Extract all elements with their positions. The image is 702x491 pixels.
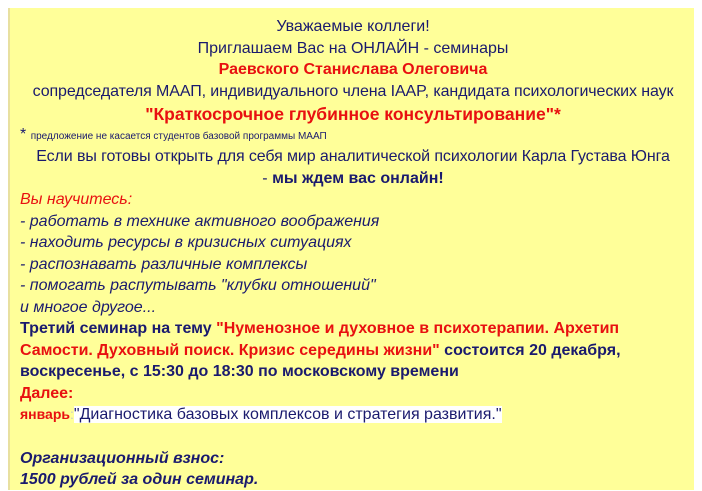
- learn-item: - помогать распутывать "клубки отношений": [20, 277, 376, 294]
- footnote: [20, 126, 686, 146]
- learn-more: и многое другое...: [20, 298, 157, 316]
- announcement-content: [20, 16, 686, 491]
- intro-cta-text: мы ждем вас онлайн!: [272, 169, 444, 187]
- fee-heading: Организационный взнос:: [20, 449, 225, 467]
- announcement-panel: [8, 8, 694, 490]
- third-seminar-topic-cont: Самости. Духовный поиск. Кризис середины жизни": [20, 341, 440, 359]
- third-seminar-time: воскресенье, с 15:30 до 18:30 по московскому времени: [20, 363, 459, 380]
- next-colon: :: [70, 406, 74, 422]
- fee-amount: 1500 рублей за один семинар.: [20, 471, 259, 488]
- next-heading: Далее:: [20, 384, 74, 402]
- learn-item: - работать в технике активного воображения: [20, 212, 380, 230]
- third-seminar-topic: "Нуменозное и духовное в психотерапии. Архетип: [216, 320, 620, 337]
- speaker-titles: сопредседателя МААП, индивидуального члена IAAP, кандидата психологических наук: [32, 82, 674, 100]
- next-item: [20, 404, 686, 426]
- learn-heading: Вы научитесь:: [20, 191, 133, 208]
- intro-line: Если вы готовы открыть для себя мир аналитической психологии Карла Густава Юнга: [36, 148, 670, 165]
- intro-cta: [20, 168, 686, 190]
- footnote-asterisk: *: [20, 126, 27, 143]
- next-topic: "Диагностика базовых комплексов и стратегия развития.": [73, 406, 502, 423]
- learn-item: - распознавать различные комплексы: [20, 255, 308, 273]
- invite-text: Приглашаем Вас на ОНЛАЙН - семинары: [197, 39, 509, 57]
- speaker-name: Раевского Станислава Олеговича: [218, 61, 488, 78]
- third-seminar-prefix: Третий семинар на тему: [20, 320, 217, 337]
- third-seminar-line1: [20, 318, 686, 340]
- greeting: Уважаемые коллеги!: [276, 18, 430, 35]
- footnote-text: предложение не касается студентов базовой программы МААП: [30, 131, 327, 142]
- third-seminar-date: состоится 20 декабря,: [439, 341, 621, 359]
- spacer: [20, 426, 686, 448]
- learn-item: - находить ресурсы в кризисных ситуациях: [20, 234, 352, 251]
- seminar-title: "Краткосрочное глубинное консультирование"*: [145, 104, 561, 124]
- third-seminar-line2: [20, 340, 686, 362]
- intro-dash: -: [262, 169, 273, 187]
- next-month: январь: [20, 406, 70, 422]
